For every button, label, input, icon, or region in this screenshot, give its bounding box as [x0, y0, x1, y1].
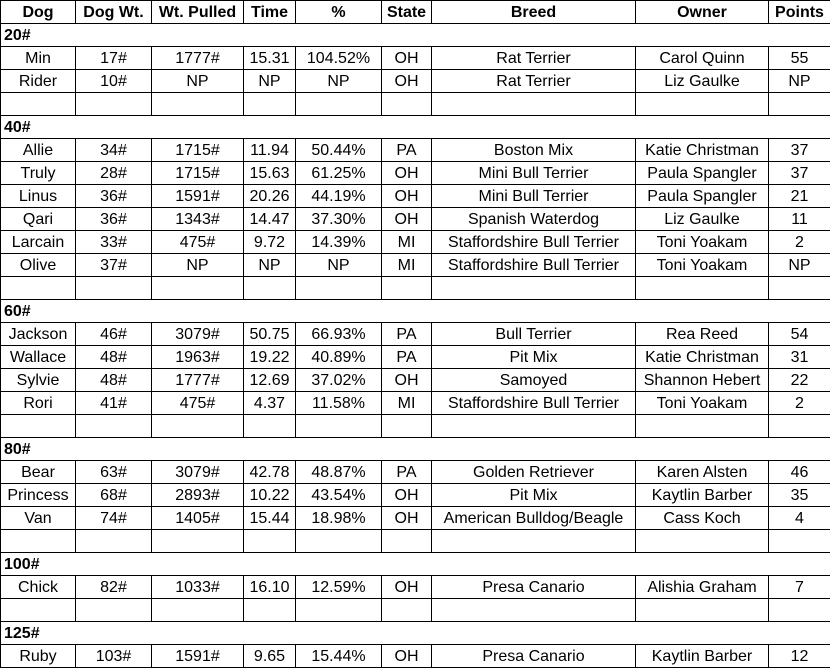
cell-weight-pulled: NP	[152, 70, 244, 93]
cell-dog-weight: 103#	[76, 645, 152, 668]
cell-dog-weight: 34#	[76, 139, 152, 162]
cell-weight-pulled: 1591#	[152, 185, 244, 208]
cell-time: 50.75	[244, 323, 296, 346]
cell-points: 54	[769, 323, 830, 346]
cell-owner: Paula Spangler	[636, 162, 769, 185]
column-header-weight-pulled: Wt. Pulled	[152, 1, 244, 24]
cell-time: 15.31	[244, 47, 296, 70]
cell-weight-pulled: 475#	[152, 392, 244, 415]
cell-weight-pulled: 1777#	[152, 47, 244, 70]
cell-time: 42.78	[244, 461, 296, 484]
empty-cell	[296, 277, 382, 300]
cell-points: NP	[769, 254, 830, 277]
cell-dog-weight: 82#	[76, 576, 152, 599]
weight-class-row	[1, 24, 830, 47]
empty-cell	[382, 415, 432, 438]
cell-time: 20.26	[244, 185, 296, 208]
cell-state: OH	[382, 645, 432, 668]
cell-time: 9.65	[244, 645, 296, 668]
cell-time: 15.44	[244, 507, 296, 530]
cell-state: OH	[382, 507, 432, 530]
empty-cell	[636, 277, 769, 300]
cell-owner: Shannon Hebert	[636, 369, 769, 392]
cell-time: NP	[244, 254, 296, 277]
cell-breed: Presa Canario	[432, 645, 636, 668]
cell-state: OH	[382, 576, 432, 599]
cell-breed: Golden Retriever	[432, 461, 636, 484]
cell-breed: Pit Mix	[432, 484, 636, 507]
cell-owner: Liz Gaulke	[636, 208, 769, 231]
column-header-state: State	[382, 1, 432, 24]
cell-breed: Pit Mix	[432, 346, 636, 369]
cell-state: OH	[382, 162, 432, 185]
cell-breed: Spanish Waterdog	[432, 208, 636, 231]
cell-dog: Truly	[1, 162, 76, 185]
empty-cell	[76, 599, 152, 622]
cell-breed: American Bulldog/Beagle	[432, 507, 636, 530]
cell-percent: NP	[296, 254, 382, 277]
cell-owner: Liz Gaulke	[636, 70, 769, 93]
cell-breed: Samoyed	[432, 369, 636, 392]
empty-cell	[769, 415, 830, 438]
empty-cell	[152, 599, 244, 622]
cell-points: 55	[769, 47, 830, 70]
cell-dog: Olive	[1, 254, 76, 277]
cell-state: PA	[382, 461, 432, 484]
spacer-row	[1, 415, 830, 438]
cell-owner: Toni Yoakam	[636, 231, 769, 254]
empty-cell	[152, 530, 244, 553]
cell-weight-pulled: 1405#	[152, 507, 244, 530]
cell-dog-weight: 37#	[76, 254, 152, 277]
empty-cell	[296, 599, 382, 622]
table-row	[1, 507, 830, 530]
spacer-row	[1, 530, 830, 553]
empty-cell	[152, 93, 244, 116]
empty-cell	[432, 93, 636, 116]
spacer-row	[1, 93, 830, 116]
cell-percent: 15.44%	[296, 645, 382, 668]
column-header-dog: Dog	[1, 1, 76, 24]
cell-percent: 104.52%	[296, 47, 382, 70]
cell-percent: 43.54%	[296, 484, 382, 507]
empty-cell	[636, 599, 769, 622]
cell-percent: 44.19%	[296, 185, 382, 208]
cell-breed: Staffordshire Bull Terrier	[432, 392, 636, 415]
weight-class-row	[1, 438, 830, 461]
cell-weight-pulled: 475#	[152, 231, 244, 254]
cell-dog: Jackson	[1, 323, 76, 346]
cell-dog: Chick	[1, 576, 76, 599]
empty-cell	[382, 277, 432, 300]
table-row	[1, 392, 830, 415]
cell-state: OH	[382, 208, 432, 231]
cell-dog: Linus	[1, 185, 76, 208]
cell-state: OH	[382, 47, 432, 70]
weight-class-row	[1, 622, 830, 645]
empty-cell	[244, 599, 296, 622]
table-row	[1, 346, 830, 369]
cell-percent: 50.44%	[296, 139, 382, 162]
cell-points: 22	[769, 369, 830, 392]
empty-cell	[432, 530, 636, 553]
column-header-breed: Breed	[432, 1, 636, 24]
cell-dog-weight: 17#	[76, 47, 152, 70]
table-row	[1, 231, 830, 254]
table-row	[1, 47, 830, 70]
cell-dog-weight: 36#	[76, 185, 152, 208]
cell-dog-weight: 46#	[76, 323, 152, 346]
table-row	[1, 70, 830, 93]
table-row	[1, 369, 830, 392]
cell-dog: Rider	[1, 70, 76, 93]
cell-time: 15.63	[244, 162, 296, 185]
cell-weight-pulled: 1715#	[152, 139, 244, 162]
cell-time: NP	[244, 70, 296, 93]
empty-cell	[1, 599, 76, 622]
cell-state: MI	[382, 231, 432, 254]
cell-weight-pulled: 1777#	[152, 369, 244, 392]
cell-percent: 48.87%	[296, 461, 382, 484]
cell-time: 19.22	[244, 346, 296, 369]
spacer-row	[1, 277, 830, 300]
cell-percent: 40.89%	[296, 346, 382, 369]
empty-cell	[152, 415, 244, 438]
empty-cell	[244, 530, 296, 553]
table-row	[1, 254, 830, 277]
cell-time: 14.47	[244, 208, 296, 231]
empty-cell	[152, 277, 244, 300]
cell-points: 7	[769, 576, 830, 599]
empty-cell	[76, 415, 152, 438]
table-body	[1, 24, 830, 668]
weight-class-row	[1, 300, 830, 323]
empty-cell	[1, 415, 76, 438]
cell-weight-pulled: 2893#	[152, 484, 244, 507]
cell-owner: Katie Christman	[636, 346, 769, 369]
empty-cell	[296, 415, 382, 438]
cell-points: 31	[769, 346, 830, 369]
cell-points: 2	[769, 392, 830, 415]
header-row	[1, 1, 830, 24]
weight-class-row	[1, 553, 830, 576]
cell-state: PA	[382, 139, 432, 162]
cell-dog-weight: 63#	[76, 461, 152, 484]
empty-cell	[636, 530, 769, 553]
cell-owner: Rea Reed	[636, 323, 769, 346]
cell-owner: Toni Yoakam	[636, 392, 769, 415]
cell-weight-pulled: 1963#	[152, 346, 244, 369]
cell-breed: Bull Terrier	[432, 323, 636, 346]
table-row	[1, 484, 830, 507]
table-header	[1, 1, 830, 24]
empty-cell	[76, 530, 152, 553]
cell-breed: Rat Terrier	[432, 47, 636, 70]
weight-class-label: 40#	[1, 116, 830, 139]
cell-percent: 14.39%	[296, 231, 382, 254]
cell-percent: 37.02%	[296, 369, 382, 392]
cell-dog: Rori	[1, 392, 76, 415]
cell-owner: Cass Koch	[636, 507, 769, 530]
cell-weight-pulled: 1715#	[152, 162, 244, 185]
cell-dog: Wallace	[1, 346, 76, 369]
cell-dog: Larcain	[1, 231, 76, 254]
cell-owner: Alishia Graham	[636, 576, 769, 599]
column-header-time: Time	[244, 1, 296, 24]
empty-cell	[244, 93, 296, 116]
column-header-percent: %	[296, 1, 382, 24]
table-row	[1, 208, 830, 231]
empty-cell	[296, 93, 382, 116]
cell-percent: 18.98%	[296, 507, 382, 530]
cell-dog: Ruby	[1, 645, 76, 668]
empty-cell	[1, 277, 76, 300]
cell-owner: Carol Quinn	[636, 47, 769, 70]
cell-dog-weight: 48#	[76, 346, 152, 369]
cell-dog-weight: 68#	[76, 484, 152, 507]
empty-cell	[76, 93, 152, 116]
table-row	[1, 185, 830, 208]
cell-weight-pulled: NP	[152, 254, 244, 277]
cell-percent: 61.25%	[296, 162, 382, 185]
column-header-owner: Owner	[636, 1, 769, 24]
empty-cell	[432, 415, 636, 438]
cell-dog: Sylvie	[1, 369, 76, 392]
cell-time: 4.37	[244, 392, 296, 415]
empty-cell	[769, 277, 830, 300]
cell-percent: 66.93%	[296, 323, 382, 346]
cell-breed: Staffordshire Bull Terrier	[432, 254, 636, 277]
empty-cell	[1, 93, 76, 116]
table-row	[1, 323, 830, 346]
cell-percent: NP	[296, 70, 382, 93]
column-header-dog-weight: Dog Wt.	[76, 1, 152, 24]
table-row	[1, 645, 830, 668]
empty-cell	[432, 599, 636, 622]
cell-state: MI	[382, 392, 432, 415]
weight-class-label: 60#	[1, 300, 830, 323]
weight-class-row	[1, 116, 830, 139]
cell-state: OH	[382, 70, 432, 93]
cell-dog-weight: 41#	[76, 392, 152, 415]
cell-owner: Kaytlin Barber	[636, 484, 769, 507]
cell-dog: Qari	[1, 208, 76, 231]
cell-points: 35	[769, 484, 830, 507]
cell-percent: 11.58%	[296, 392, 382, 415]
cell-owner: Karen Alsten	[636, 461, 769, 484]
cell-percent: 12.59%	[296, 576, 382, 599]
cell-breed: Rat Terrier	[432, 70, 636, 93]
cell-state: PA	[382, 346, 432, 369]
cell-points: 2	[769, 231, 830, 254]
cell-dog: Van	[1, 507, 76, 530]
empty-cell	[382, 93, 432, 116]
column-header-points: Points	[769, 1, 830, 24]
empty-cell	[296, 530, 382, 553]
cell-breed: Presa Canario	[432, 576, 636, 599]
table-row	[1, 461, 830, 484]
cell-owner: Katie Christman	[636, 139, 769, 162]
cell-time: 16.10	[244, 576, 296, 599]
cell-state: OH	[382, 369, 432, 392]
cell-dog: Allie	[1, 139, 76, 162]
cell-state: MI	[382, 254, 432, 277]
cell-weight-pulled: 1343#	[152, 208, 244, 231]
cell-owner: Toni Yoakam	[636, 254, 769, 277]
cell-state: OH	[382, 185, 432, 208]
empty-cell	[244, 277, 296, 300]
cell-dog-weight: 28#	[76, 162, 152, 185]
cell-dog: Min	[1, 47, 76, 70]
cell-owner: Paula Spangler	[636, 185, 769, 208]
empty-cell	[1, 530, 76, 553]
cell-time: 11.94	[244, 139, 296, 162]
empty-cell	[382, 530, 432, 553]
cell-time: 9.72	[244, 231, 296, 254]
cell-dog-weight: 33#	[76, 231, 152, 254]
cell-breed: Mini Bull Terrier	[432, 162, 636, 185]
cell-breed: Mini Bull Terrier	[432, 185, 636, 208]
cell-points: 21	[769, 185, 830, 208]
cell-points: NP	[769, 70, 830, 93]
empty-cell	[382, 599, 432, 622]
weight-class-label: 125#	[1, 622, 830, 645]
weight-class-label: 80#	[1, 438, 830, 461]
empty-cell	[636, 93, 769, 116]
cell-breed: Staffordshire Bull Terrier	[432, 231, 636, 254]
weight-class-label: 100#	[1, 553, 830, 576]
cell-points: 12	[769, 645, 830, 668]
cell-weight-pulled: 1033#	[152, 576, 244, 599]
cell-dog: Bear	[1, 461, 76, 484]
cell-owner: Kaytlin Barber	[636, 645, 769, 668]
cell-time: 12.69	[244, 369, 296, 392]
table-row	[1, 139, 830, 162]
cell-weight-pulled: 1591#	[152, 645, 244, 668]
table-row	[1, 576, 830, 599]
table-row	[1, 162, 830, 185]
cell-dog-weight: 74#	[76, 507, 152, 530]
spacer-row	[1, 599, 830, 622]
cell-dog-weight: 48#	[76, 369, 152, 392]
cell-dog: Princess	[1, 484, 76, 507]
empty-cell	[636, 415, 769, 438]
cell-state: PA	[382, 323, 432, 346]
cell-state: OH	[382, 484, 432, 507]
cell-dog-weight: 36#	[76, 208, 152, 231]
empty-cell	[244, 415, 296, 438]
empty-cell	[769, 599, 830, 622]
cell-percent: 37.30%	[296, 208, 382, 231]
cell-points: 11	[769, 208, 830, 231]
cell-points: 46	[769, 461, 830, 484]
cell-time: 10.22	[244, 484, 296, 507]
empty-cell	[432, 277, 636, 300]
cell-points: 37	[769, 139, 830, 162]
empty-cell	[769, 530, 830, 553]
cell-dog-weight: 10#	[76, 70, 152, 93]
cell-breed: Boston Mix	[432, 139, 636, 162]
empty-cell	[769, 93, 830, 116]
cell-points: 37	[769, 162, 830, 185]
cell-points: 4	[769, 507, 830, 530]
cell-weight-pulled: 3079#	[152, 323, 244, 346]
cell-weight-pulled: 3079#	[152, 461, 244, 484]
weight-class-label: 20#	[1, 24, 830, 47]
empty-cell	[76, 277, 152, 300]
